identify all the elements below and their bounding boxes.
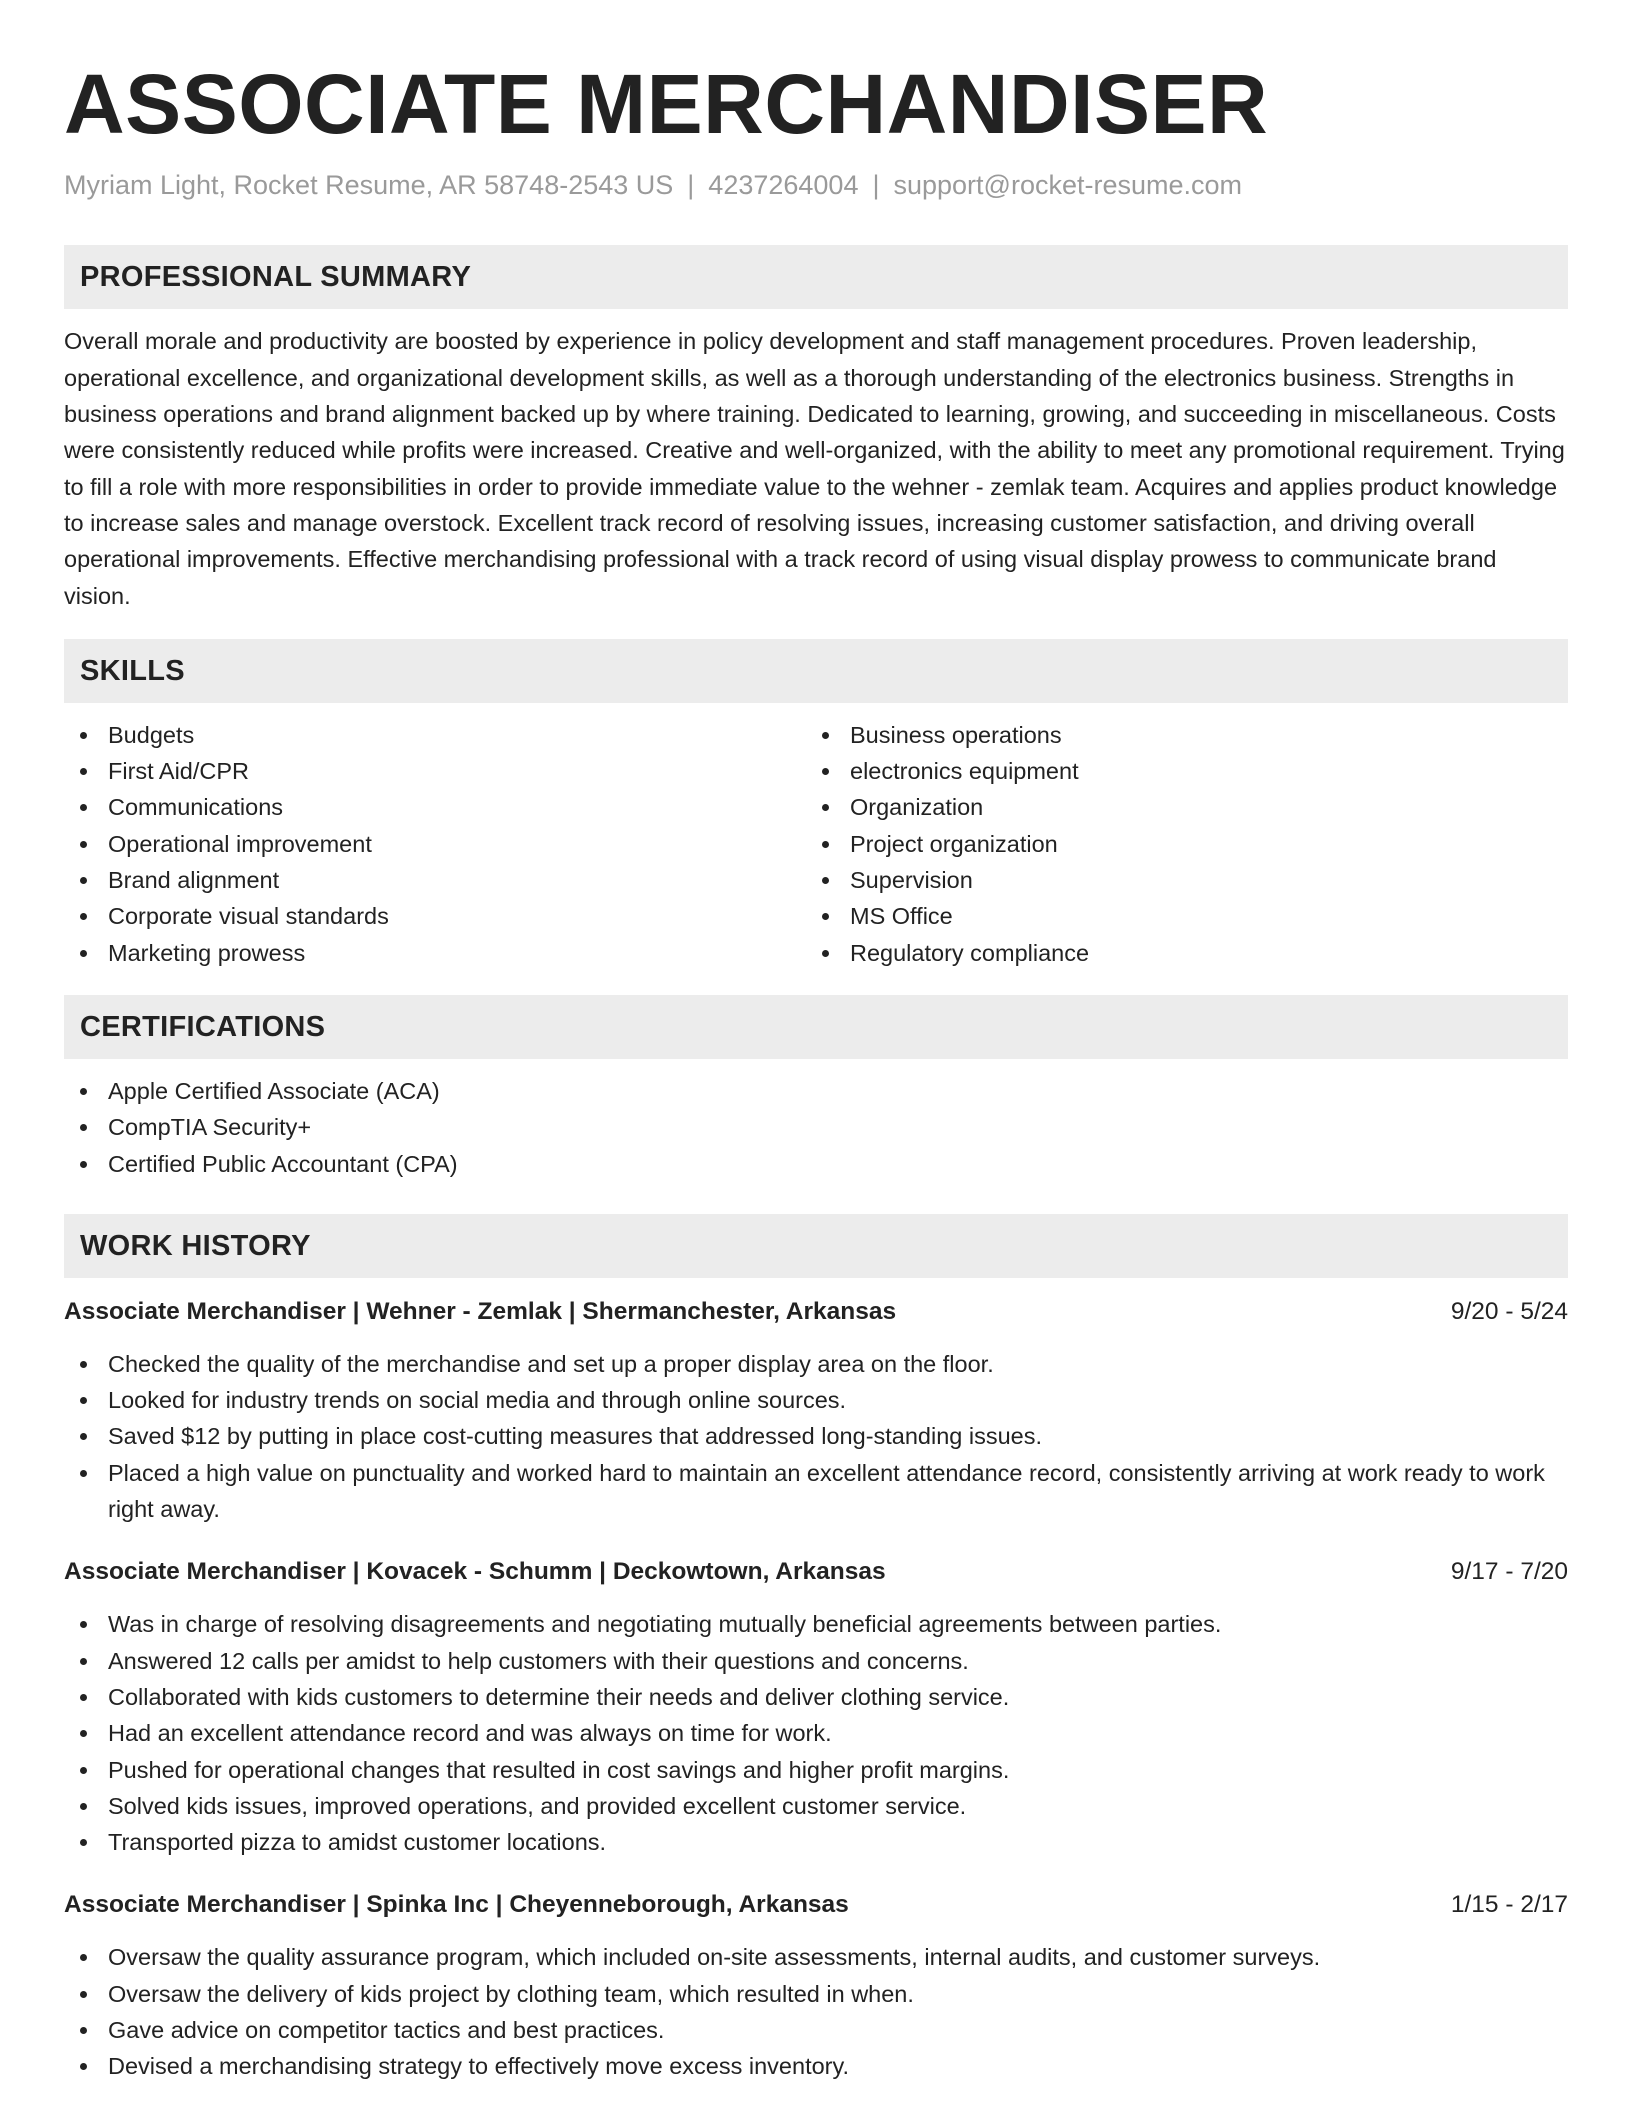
job-header [64, 1887, 1568, 1923]
job-dates: 1/15 - 2/17 [1450, 1891, 1568, 1919]
job-bullet: Pushed for operational changes that resulted in cost savings and higher profit margins. [64, 1752, 1568, 1788]
job-bullets [64, 1939, 1568, 2084]
job-header [64, 1294, 1568, 1330]
certifications-section-header: CERTIFICATIONS [64, 995, 1568, 1059]
resume-title: ASSOCIATE MERCHANDISER [64, 57, 1269, 151]
skills-list [64, 717, 1568, 971]
contact-line [64, 168, 1568, 203]
job-bullet: Oversaw the quality assurance program, which included on-site assessments, internal audits, and customer surveys. [64, 1939, 1568, 1975]
skill-item: Brand alignment [64, 862, 806, 898]
job-entry [64, 1887, 1568, 2084]
certification-item: Certified Public Accountant (CPA) [64, 1146, 1568, 1182]
skills-section-header: SKILLS [64, 639, 1568, 703]
skill-item: First Aid/CPR [64, 753, 806, 789]
job-dates: 9/20 - 5/24 [1450, 1297, 1568, 1325]
job-bullet: Saved $12 by putting in place cost-cutting measures that addressed long-standing issues. [64, 1418, 1568, 1454]
skills-column-left [64, 717, 806, 971]
certifications-list [64, 1073, 1568, 1182]
job-bullet: Answered 12 calls per amidst to help customers with their questions and concerns. [64, 1643, 1568, 1679]
contact-separator: | [687, 170, 695, 201]
job-bullet: Checked the quality of the merchandise and set up a proper display area on the floor. [64, 1346, 1568, 1382]
job-title: Associate Merchandiser | Spinka Inc | Cheyenneborough, Arkansas [64, 1891, 849, 1919]
job-bullet: Collaborated with kids customers to determine their needs and deliver clothing service. [64, 1679, 1568, 1715]
work-history-section-header: WORK HISTORY [64, 1214, 1568, 1278]
job-bullet: Transported pizza to amidst customer locations. [64, 1824, 1568, 1860]
skills-column-right [806, 717, 1548, 971]
job-title: Associate Merchandiser | Kovacek - Schumm | Deckowtown, Arkansas [64, 1558, 886, 1586]
job-header [64, 1554, 1568, 1590]
contact-email[interactable]: support@rocket-resume.com [893, 170, 1243, 201]
job-dates: 9/17 - 7/20 [1450, 1558, 1568, 1586]
skill-item: Supervision [806, 862, 1548, 898]
contact-separator: | [872, 170, 880, 201]
job-bullet: Oversaw the delivery of kids project by clothing team, which resulted in when. [64, 1976, 1568, 2012]
summary-text: Overall morale and productivity are boosted by experience in policy development and staff management procedures. Proven leadership, operational excellence, and organizational development skills, as well as a thorough understanding of the electronics business. Strengths in business operations and brand alignment backed up by where training. Dedicated to learning, growing, and succeeding in miscellaneous. Costs were consistently reduced while profits were increased. Creative and well-organized, with the ability to meet any promotional requirement. Trying to fill a role with more responsibilities in order to provide immediate value to the wehner - zemlak team. Acquires and applies product knowledge to increase sales and manage overstock. Excellent track record of resolving issues, increasing customer satisfaction, and driving overall operational improvements. Effective merchandising professional with a track record of using visual display prowess to communicate brand vision. [64, 328, 1565, 609]
certification-item: CompTIA Security+ [64, 1109, 1568, 1145]
skill-item: Communications [64, 789, 806, 825]
job-bullet: Looked for industry trends on social media and through online sources. [64, 1382, 1568, 1418]
job-bullets [64, 1346, 1568, 1527]
job-bullet: Had an excellent attendance record and was always on time for work. [64, 1715, 1568, 1751]
certification-item: Apple Certified Associate (ACA) [64, 1073, 1568, 1109]
contact-phone: 4237264004 [708, 170, 859, 201]
job-title: Associate Merchandiser | Wehner - Zemlak | Shermanchester, Arkansas [64, 1297, 897, 1325]
job-bullet: Placed a high value on punctuality and worked hard to maintain an excellent attendance record, consistently arriving at work ready to work right away. [64, 1455, 1568, 1528]
skill-item: Budgets [64, 717, 806, 753]
job-bullet: Was in charge of resolving disagreements and negotiating mutually beneficial agreements between parties. [64, 1606, 1568, 1642]
skill-item: Operational improvement [64, 826, 806, 862]
contact-address: Myriam Light, Rocket Resume, AR 58748-2543 US [64, 170, 674, 201]
job-entry [64, 1294, 1568, 1527]
job-bullets [64, 1606, 1568, 1860]
skill-item: Regulatory compliance [806, 935, 1548, 971]
job-entry [64, 1554, 1568, 1860]
skill-item: Marketing prowess [64, 935, 806, 971]
job-bullet: Devised a merchandising strategy to effectively move excess inventory. [64, 2048, 1568, 2084]
job-bullet: Solved kids issues, improved operations, and provided excellent customer service. [64, 1788, 1568, 1824]
summary-section-header: PROFESSIONAL SUMMARY [64, 245, 1568, 309]
skill-item: electronics equipment [806, 753, 1548, 789]
skill-item: Project organization [806, 826, 1548, 862]
skill-item: Organization [806, 789, 1548, 825]
job-bullet: Gave advice on competitor tactics and best practices. [64, 2012, 1568, 2048]
skill-item: Corporate visual standards [64, 898, 806, 934]
skill-item: MS Office [806, 898, 1548, 934]
skill-item: Business operations [806, 717, 1548, 753]
